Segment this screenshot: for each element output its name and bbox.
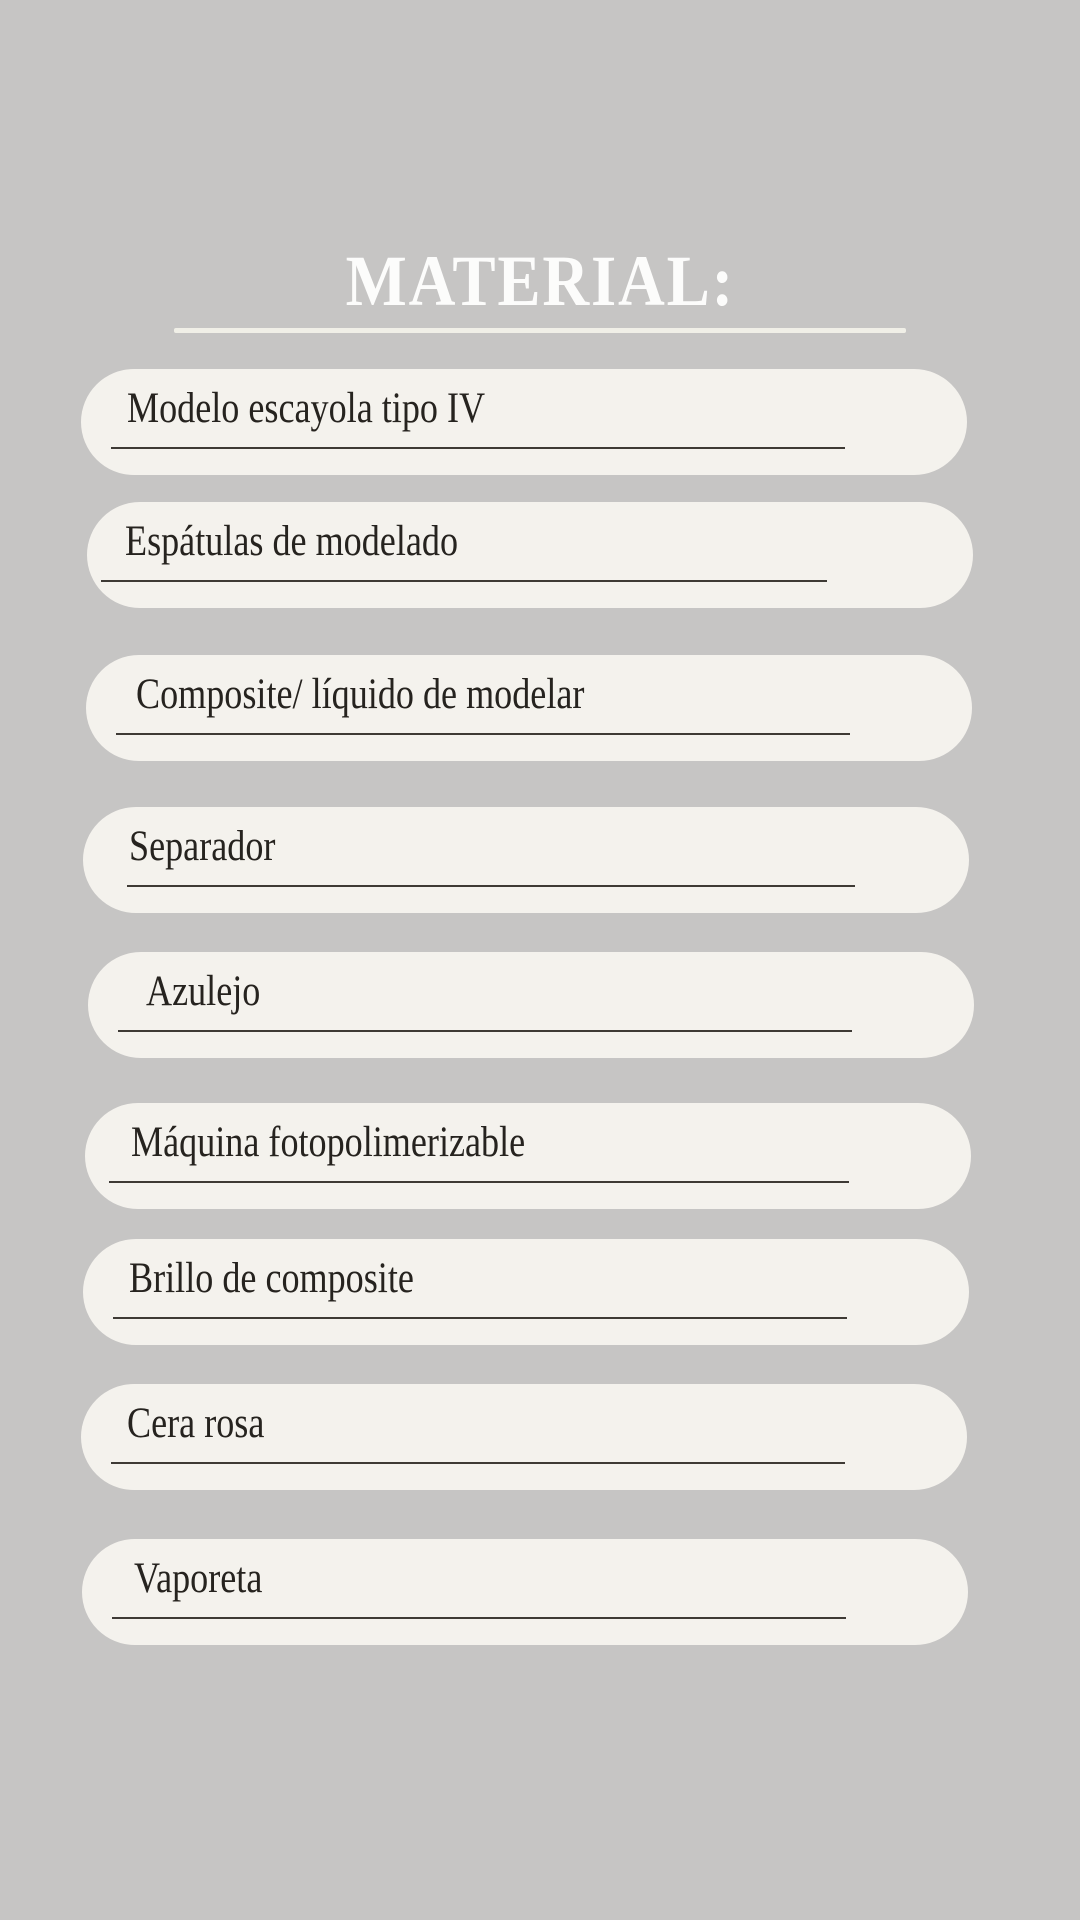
material-item-label: Máquina fotopolimerizable	[131, 1119, 526, 1166]
materials-list	[81, 369, 971, 1645]
material-pill-vaporeta	[82, 1539, 968, 1645]
writing-line	[118, 1030, 852, 1032]
material-pill-modelo-escayola	[81, 369, 967, 475]
writing-line	[111, 447, 845, 449]
material-pill-azulejo	[88, 952, 974, 1058]
writing-line	[113, 1317, 847, 1319]
material-pill-brillo	[83, 1239, 969, 1345]
material-item-label: Separador	[129, 823, 276, 870]
title-block	[0, 241, 1080, 333]
writing-line	[109, 1181, 849, 1183]
material-pill-maquina	[85, 1103, 971, 1209]
page-title: MATERIAL:	[345, 241, 735, 321]
writing-line	[116, 733, 850, 735]
material-item-label: Azulejo	[146, 968, 261, 1015]
title-underline	[174, 328, 906, 333]
material-pill-separador	[83, 807, 969, 913]
writing-line	[111, 1462, 845, 1464]
material-item-label: Vaporeta	[134, 1555, 263, 1602]
material-pill-cera-rosa	[81, 1384, 967, 1490]
material-pill-espatulas	[87, 502, 973, 608]
material-pill-composite	[86, 655, 972, 761]
material-item-label: Composite/ líquido de modelar	[136, 671, 585, 718]
writing-line	[127, 885, 855, 887]
material-item-label: Brillo de composite	[129, 1255, 414, 1302]
material-item-label: Modelo escayola tipo IV	[127, 385, 486, 432]
material-item-label: Espátulas de modelado	[125, 518, 459, 565]
writing-line	[101, 580, 827, 582]
writing-line	[112, 1617, 846, 1619]
material-item-label: Cera rosa	[127, 1400, 265, 1447]
